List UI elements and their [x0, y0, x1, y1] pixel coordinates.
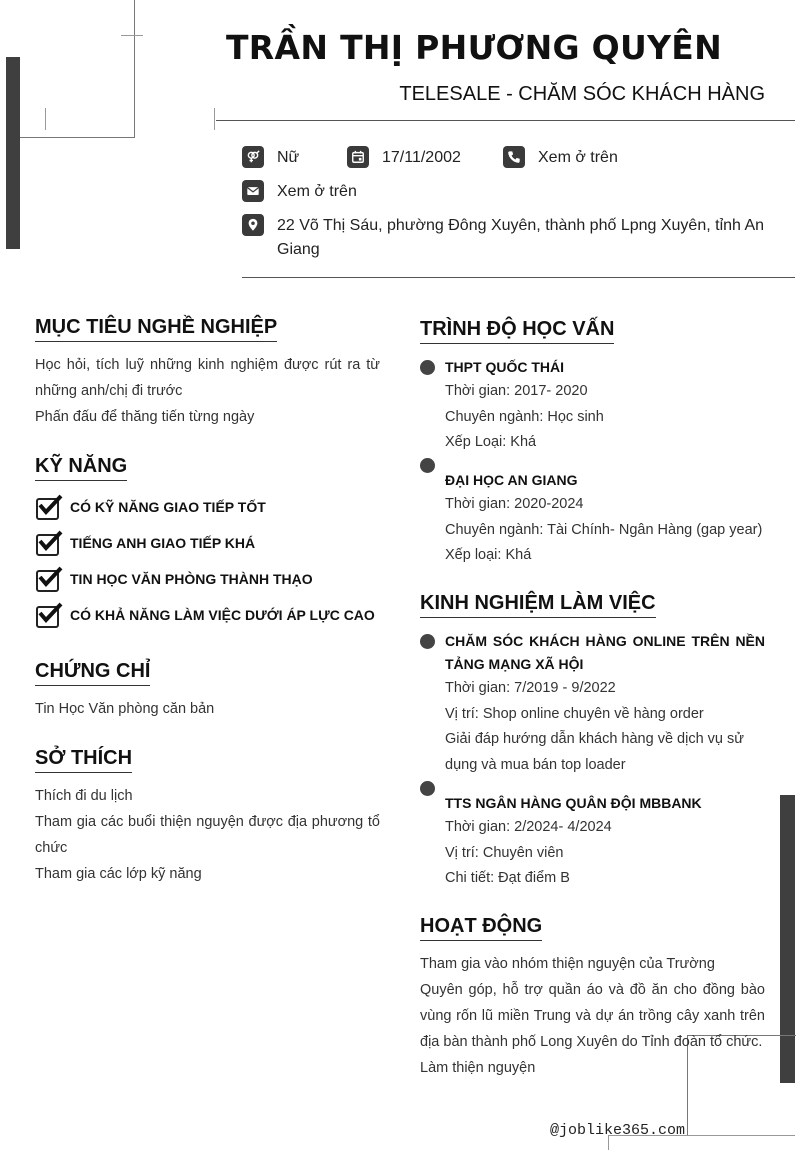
experience-time: Thời gian: 2/2024- 4/2024: [445, 819, 612, 835]
address-value: 22 Võ Thị Sáu, phường Đông Xuyên, thành phố Lpng Xuyên, tỉnh An Giang: [277, 217, 765, 258]
checkbox-check-icon: [35, 567, 61, 591]
hobby-line: Thích đi du lịch: [35, 788, 133, 804]
experience-role: Vị trí: Chuyên viên: [445, 844, 564, 861]
certificate-line: Tin Học Văn phòng căn bản: [35, 701, 215, 717]
phone-value: Xem ở trên: [538, 149, 618, 166]
bullet-dot-icon: [420, 634, 435, 649]
left-accent-bar: [6, 57, 20, 249]
phone-icon: [503, 146, 525, 168]
skill-item: [35, 489, 380, 525]
objective-section: [35, 316, 380, 430]
education-item: [445, 469, 765, 569]
bullet-dot-icon: [420, 458, 435, 473]
section-title: KỸ NĂNG: [35, 455, 127, 481]
bullet-dot-icon: [420, 781, 435, 796]
experience-item: [445, 630, 765, 778]
certificates-section: [35, 660, 380, 722]
checkbox-check-icon: [35, 531, 61, 555]
skill-item: [35, 525, 380, 561]
section-title: HOẠT ĐỘNG: [420, 915, 542, 941]
photo-frame: [20, 0, 135, 138]
education-section: [420, 318, 765, 344]
education-major: Chuyên ngành: Học sinh: [445, 408, 604, 425]
bullet-dot-icon: [420, 360, 435, 375]
experience-section: [420, 592, 765, 618]
school-name: THPT QUỐC THÁI: [445, 359, 564, 375]
frame-tick: [121, 35, 143, 36]
hobby-line: Tham gia các lớp kỹ năng: [35, 866, 202, 882]
skill-label: TIN HỌC VĂN PHÒNG THÀNH THẠO: [70, 571, 313, 587]
skill-item: [35, 597, 380, 633]
envelope-icon: [242, 180, 264, 202]
activity-line: Tham gia vào nhóm thiện nguyện của Trường: [420, 956, 715, 972]
email-value: Xem ở trên: [277, 183, 357, 200]
school-name: ĐẠI HỌC AN GIANG: [445, 472, 578, 488]
contact-divider: [242, 277, 795, 278]
hobbies-section: [35, 747, 380, 887]
education-time: Thời gian: 2017- 2020: [445, 383, 588, 399]
checkbox-check-icon: [35, 603, 61, 627]
birthday-value: 17/11/2002: [382, 149, 461, 166]
watermark-text: @joblike365.com: [550, 1122, 686, 1139]
section-title: TRÌNH ĐỘ HỌC VẤN: [420, 318, 614, 344]
frame-tick: [45, 108, 46, 130]
checkbox-check-icon: [35, 495, 61, 519]
section-title: KINH NGHIỆM LÀM VIỆC: [420, 592, 656, 618]
skill-item: [35, 561, 380, 597]
header-divider: [216, 120, 795, 121]
activity-line: Làm thiện nguyện: [420, 1060, 536, 1076]
job-position: TELESALE - CHĂM SÓC KHÁCH HÀNG: [399, 83, 765, 105]
company-name: TTS NGÂN HÀNG QUÂN ĐỘI MBBANK: [445, 795, 702, 811]
experience-role: Vị trí: Shop online chuyên về hàng order: [445, 705, 704, 722]
location-pin-icon: [242, 214, 264, 236]
calendar-icon: [347, 146, 369, 168]
section-title: CHỨNG CHỈ: [35, 660, 150, 686]
activity-line: Quyên góp, hỗ trợ quần áo và đồ ăn cho đồng bào vùng rốn lũ miền Trung và dự án trồng cây xanh trên địa bàn thành phố Long Xuyên do Tỉnh đoàn tổ chức.: [420, 982, 765, 1050]
gender-icon: [242, 146, 264, 168]
experience-detail: Giải đáp hướng dẫn khách hàng về dịch vụ sử dụng và mua bán top loader: [445, 731, 744, 773]
skill-label: TIẾNG ANH GIAO TIẾP KHÁ: [70, 535, 256, 551]
skill-label: CÓ KHẢ NĂNG LÀM VIỆC DƯỚI ÁP LỰC CAO: [70, 607, 375, 623]
experience-item: [445, 792, 765, 892]
hobby-line: Tham gia các buổi thiện nguyện được địa phương tổ chức: [35, 814, 380, 856]
activities-section: [420, 915, 765, 1081]
objective-line: Học hỏi, tích luỹ những kinh nghiệm được rút ra từ những anh/chị đi trước: [35, 357, 380, 399]
company-name: CHĂM SÓC KHÁCH HÀNG ONLINE TRÊN NỀN TẢNG MẠNG XÃ HỘI: [445, 633, 765, 672]
frame-tick: [214, 108, 215, 130]
gender-value: Nữ: [277, 149, 300, 166]
candidate-name: TRẦN THỊ PHƯƠNG QUYÊN: [226, 28, 723, 67]
section-title: MỤC TIÊU NGHỀ NGHIỆP: [35, 316, 277, 342]
experience-detail: Chi tiết: Đạt điểm B: [445, 870, 570, 886]
experience-time: Thời gian: 7/2019 - 9/2022: [445, 680, 616, 696]
education-grade: Xếp Loại: Khá: [445, 434, 537, 450]
objective-line: Phấn đấu để thăng tiến từng ngày: [35, 409, 255, 425]
education-item: [445, 356, 765, 456]
education-grade: Xếp loại: Khá: [445, 547, 532, 563]
education-major: Chuyên ngành: Tài Chính- Ngân Hàng (gap year): [445, 521, 763, 538]
section-title: SỞ THÍCH: [35, 747, 132, 773]
skills-section: [35, 455, 380, 633]
education-time: Thời gian: 2020-2024: [445, 496, 584, 512]
skill-label: CÓ KỸ NĂNG GIAO TIẾP TỐT: [70, 499, 266, 515]
